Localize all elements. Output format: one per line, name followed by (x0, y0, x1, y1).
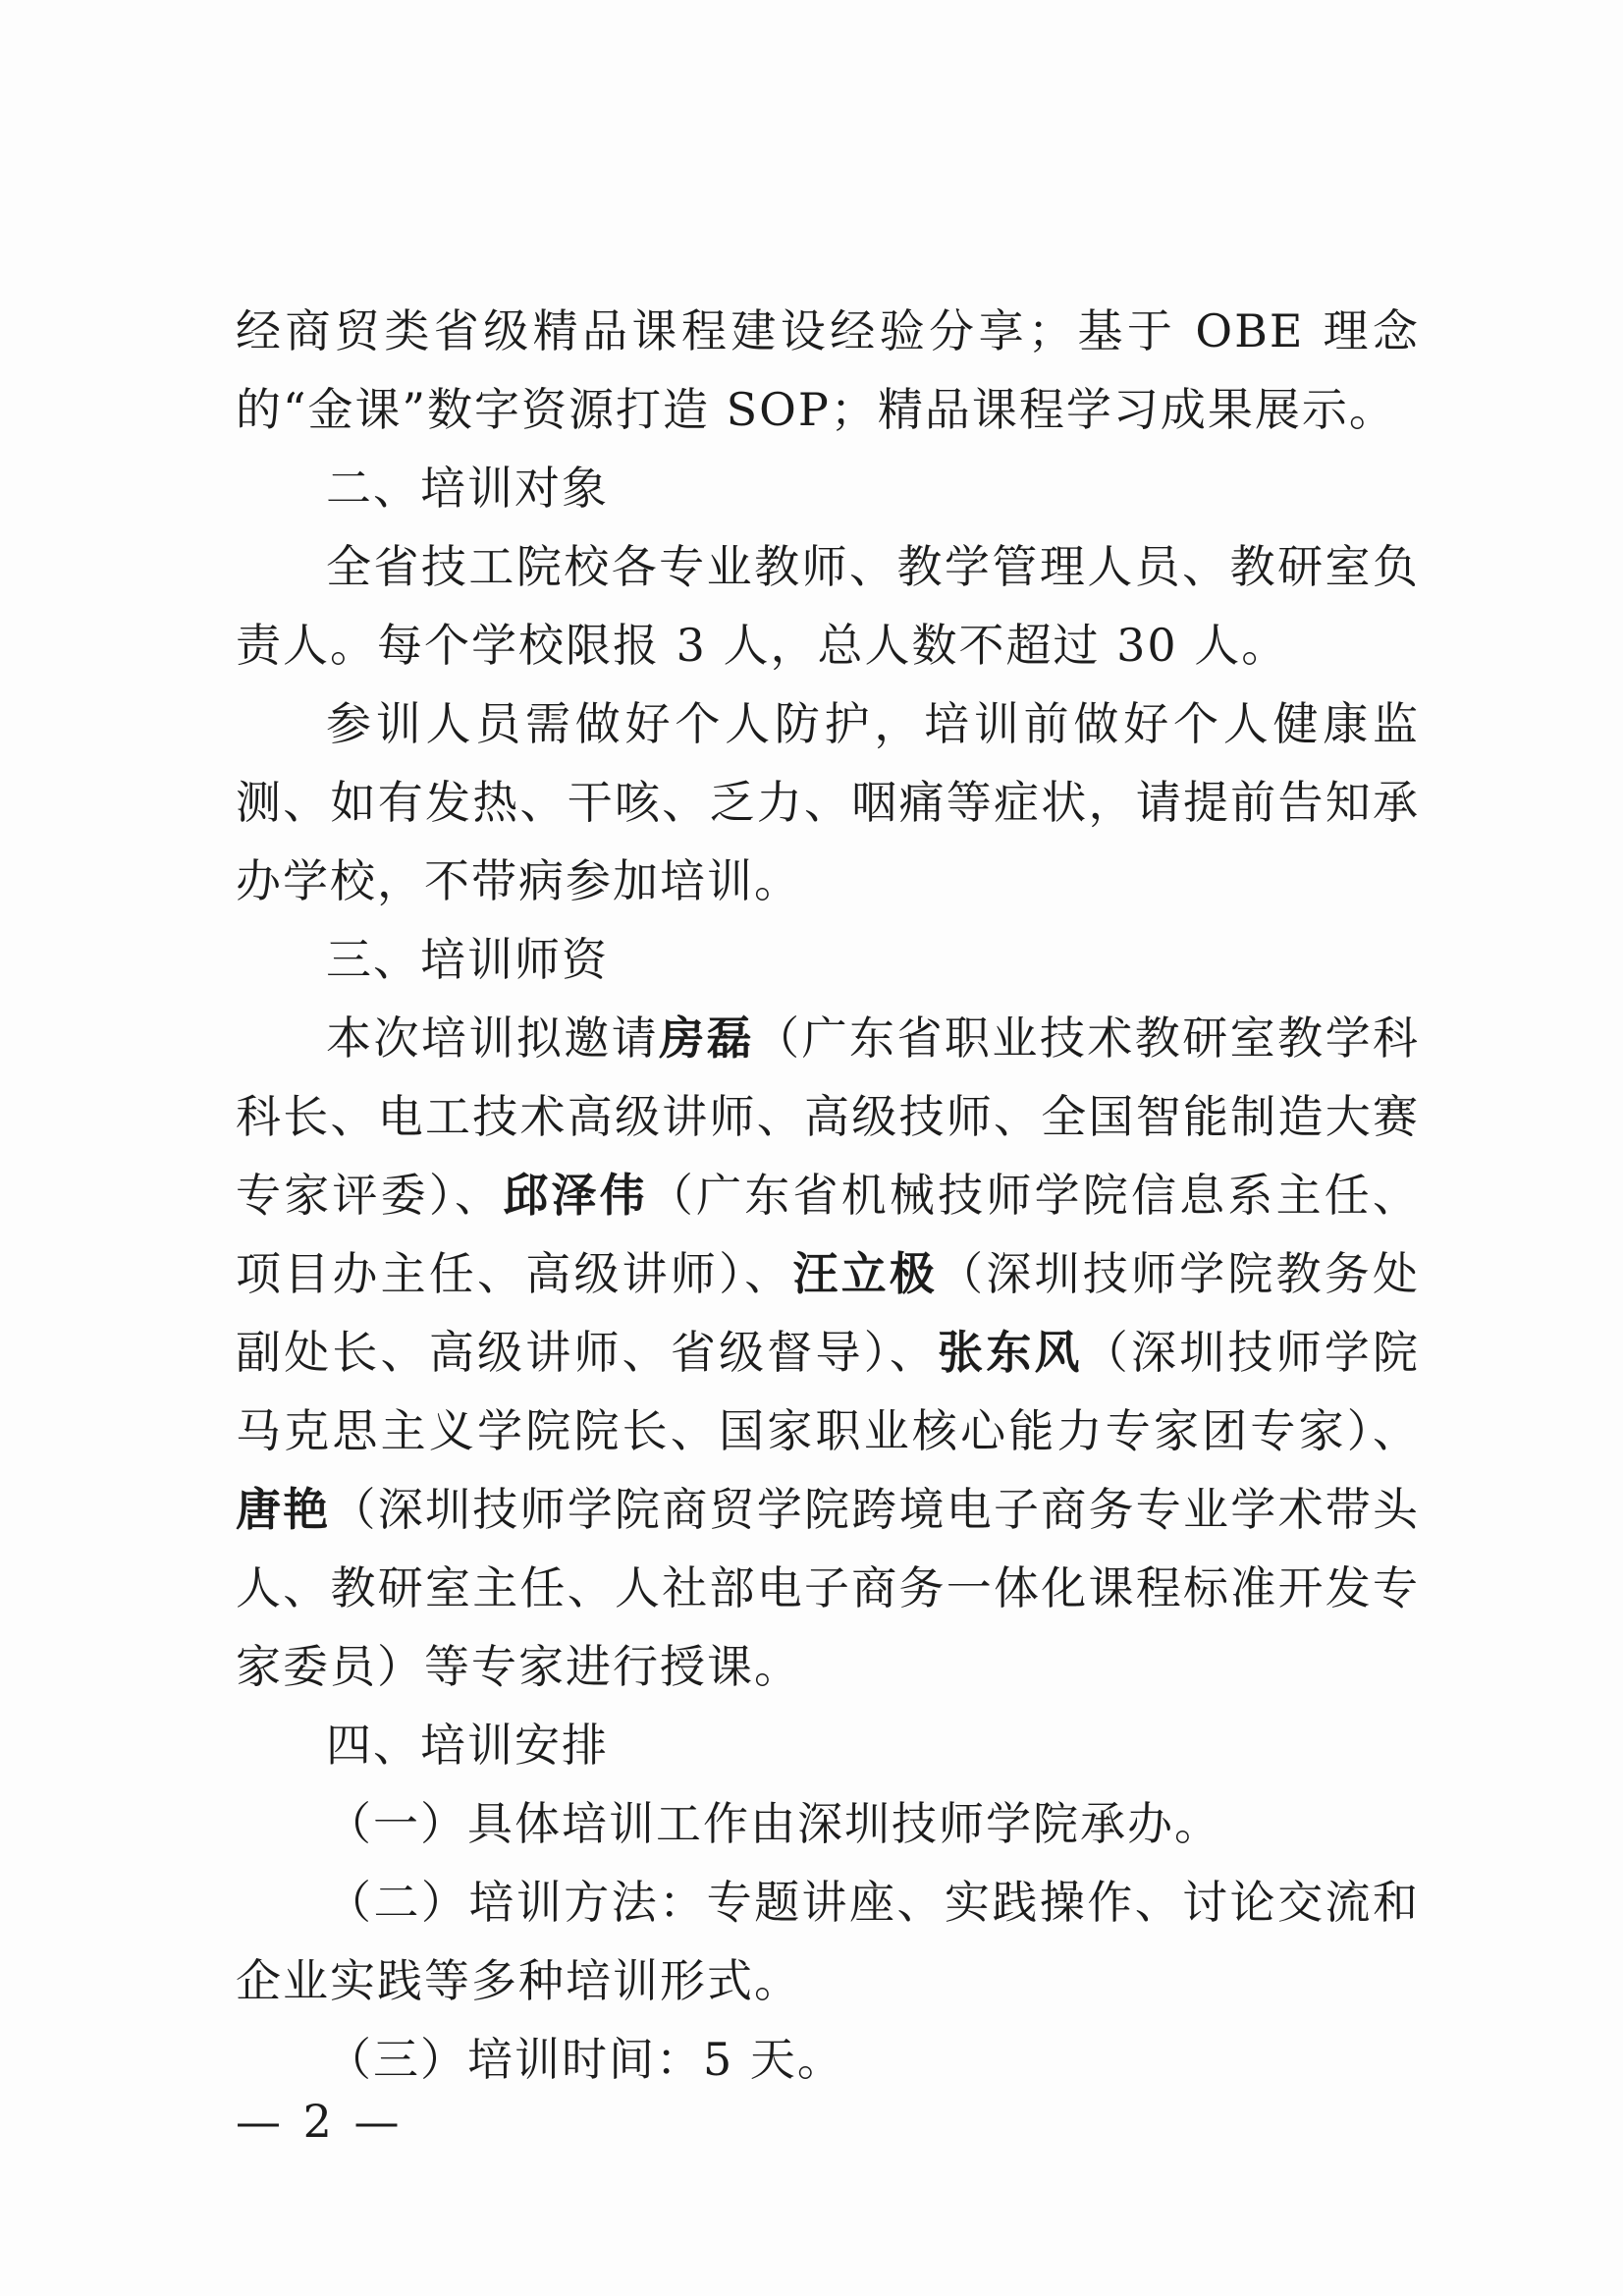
arrangement-item-2: （二）培训方法：专题讲座、实践操作、讨论交流和企业实践等多种培训形式。 (236, 1876, 1420, 2007)
expert-description: （深圳技师学院教务处副处长、高级讲师、省级督导）、 (236, 1247, 1421, 1379)
arrangement-item-1: （一）具体培训工作由深圳技师学院承办。 (326, 1797, 1221, 1850)
health-paragraph: 参训人员需做好个人防护，培训前做好个人健康监测、如有发热、干咳、乏力、咽痛等症状，请提前告知承办学校，不带病参加培训。 (236, 697, 1420, 907)
document-body (236, 292, 1420, 2099)
instructors-intro: 本次培训拟邀请 (326, 1011, 660, 1065)
expert-description: （广东省职业技术教研室教学科科长、电工技术高级讲师、高级技师、全国智能制造大赛专家评委）、 (236, 1011, 1421, 1222)
expert-name: 邱泽伟 (503, 1169, 648, 1222)
section-heading-instructors: 三、培训师资 (326, 933, 609, 986)
section-heading-trainees: 二、培训对象 (326, 462, 609, 515)
expert-name: 房磊 (659, 1011, 755, 1065)
continuation-paragraph: 经商贸类省级精品课程建设经验分享；基于 OBE 理念的“金课”数字资源打造 SOP；精品课程学习成果展示。 (236, 304, 1420, 436)
instructors-paragraph (236, 999, 1420, 1706)
section-heading-arrangement: 四、培训安排 (326, 1719, 609, 1772)
expert-name: 张东风 (938, 1326, 1083, 1379)
expert-description: （深圳技师学院马克思主义学院院长、国家职业核心能力专家团专家）、 (236, 1326, 1421, 1457)
expert-name: 汪立极 (792, 1247, 939, 1300)
page-number: — 2 — (236, 2095, 404, 2148)
trainees-paragraph: 全省技工院校各专业教师、教学管理人员、教研室负责人。每个学校限报 3 人，总人数不超过 30 人。 (236, 540, 1420, 672)
arrangement-item-3: （三）培训时间：5 天。 (326, 2033, 844, 2086)
expert-description: （深圳技师学院商贸学院跨境电子商务专业学术带头人、教研室主任、人社部电子商务一体化课程标准开发专家委员）等专家进行授课。 (236, 1483, 1420, 1693)
expert-name: 唐艳 (236, 1483, 331, 1536)
expert-description: （广东省机械技师学院信息系主任、项目办主任、高级讲师）、 (236, 1169, 1421, 1300)
